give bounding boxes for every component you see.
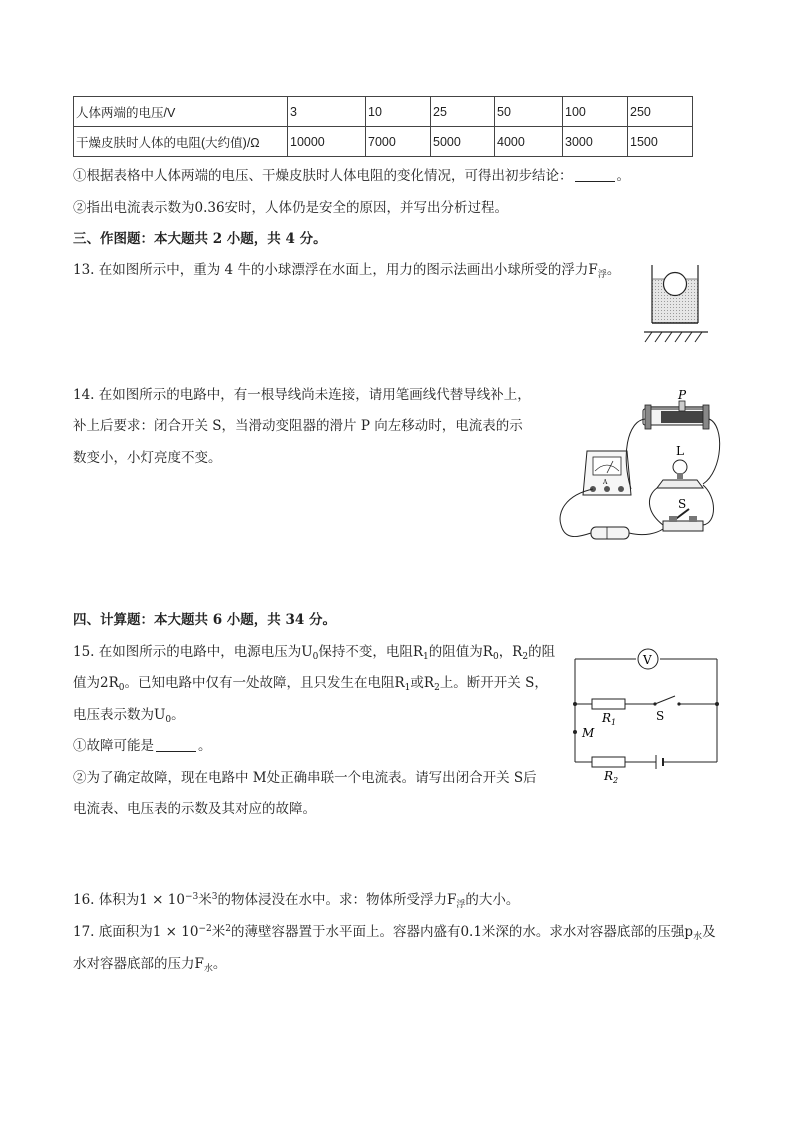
q15-line-1	[73, 642, 555, 662]
q15-text: ，R	[498, 644, 523, 660]
table-cell: 50	[495, 97, 563, 127]
q15-sub: 0	[165, 715, 172, 725]
label-s: S	[678, 497, 687, 511]
q15-text: 的阻值为R	[428, 644, 493, 660]
lamp	[657, 460, 703, 488]
q15-text: 保持不变，电阻R	[318, 644, 424, 660]
junction	[573, 702, 577, 706]
table-cell: 1500	[628, 127, 693, 157]
junction	[715, 702, 719, 706]
switch-terminal	[677, 702, 680, 705]
q17-sub: 水	[693, 932, 703, 942]
q17-line-2	[73, 954, 226, 974]
table-cell: 250	[628, 97, 693, 127]
q15-sub: 0	[312, 652, 319, 662]
q15-sub: 0	[492, 652, 499, 662]
q17-text-part: 17. 底面积为1 × 10	[73, 924, 199, 940]
q15-line-2	[73, 673, 548, 693]
q16-exponent: −3	[184, 892, 199, 902]
q14-line-3: 数变小，小灯亮度不变。	[73, 450, 222, 466]
q13-text-end: 。	[606, 262, 621, 278]
q15-sub: 1	[423, 652, 429, 662]
q15-part2-line-1: ②为了确定故障，现在电路中 M处正确串联一个电流表。请写出闭合开关 S后	[73, 770, 537, 786]
q15-line-3	[73, 705, 185, 725]
table-cell: 7000	[366, 127, 431, 157]
answer-blank[interactable]	[575, 167, 615, 182]
q15-text: 的阻	[528, 644, 556, 660]
q17-exponent: 2	[225, 924, 231, 934]
table-cell: 25	[431, 97, 495, 127]
q15-text: 。已知电路中仅有一处故障，且只发生在电阻R	[124, 675, 405, 691]
q17-text-part: 及	[702, 924, 716, 940]
answer-blank[interactable]	[156, 737, 196, 752]
q17-sub: 水	[203, 964, 213, 974]
table-cell: 100	[563, 97, 628, 127]
r1-label: $R_1$	[602, 711, 617, 727]
table-cell: 人体两端的电压/V	[74, 97, 288, 127]
label-p: P	[678, 388, 687, 402]
table-cell: 10000	[288, 127, 366, 157]
switch	[663, 509, 703, 531]
q17-exponent: −2	[198, 924, 212, 934]
resistor-r2	[592, 757, 625, 767]
q14-circuit-figure	[557, 385, 727, 547]
q12-part1-text: ①根据表格中人体两端的电压、干燥皮肤时人体电阻的变化情况，可得出初步结论：	[73, 168, 573, 184]
q13-text-main: 13. 在如图所示中，重为 4 牛的小球漂浮在水面上，用力的图示法画出小球所受的浮力F	[73, 262, 598, 278]
q15-sub: 2	[522, 652, 529, 662]
q14-line-1: 14. 在如图所示的电路中，有一根导线尚未连接，请用笔画线代替导线补上，	[73, 387, 531, 403]
rheostat	[643, 401, 709, 429]
q15-text: 。	[171, 707, 185, 723]
q17-text-part: 水对容器底部的压力F	[73, 956, 204, 972]
table-row	[74, 127, 693, 157]
switch-s	[655, 696, 675, 704]
slider	[679, 401, 685, 411]
q12-part1-end: 。	[616, 168, 630, 184]
switch-label: S	[656, 709, 665, 723]
q15-text: 值为2R	[73, 675, 119, 691]
q14-line-2: 补上后要求：闭合开关 S，当滑动变阻器的滑片 P 向左移动时，电流表的示	[73, 418, 523, 434]
q17-text-part: 。	[212, 956, 227, 972]
table-cell: 3000	[563, 127, 628, 157]
q16-text	[73, 890, 519, 910]
ball	[664, 273, 687, 296]
q17-text-part: 米	[211, 924, 226, 940]
q15-text: 上。断开开关 S，	[439, 675, 548, 691]
q15-sub: 1	[404, 683, 411, 693]
q15-part1	[73, 736, 212, 756]
q12-part2: ②指出电流表示数为0.36安时，人体仍是安全的原因，并写出分析过程。	[73, 200, 509, 216]
q16-text-part: 米	[198, 892, 212, 908]
q17-line-1	[73, 922, 716, 942]
resistor-r1	[592, 699, 625, 709]
q16-sub: 浮	[456, 900, 466, 910]
battery	[591, 527, 629, 539]
table-cell: 5000	[431, 127, 495, 157]
q13-text	[73, 260, 620, 280]
label-l: L	[676, 444, 684, 458]
q15-part1-end: 。	[198, 738, 212, 754]
q16-text-part: 的物体浸没在水中。求：物体所受浮力F	[217, 892, 457, 908]
q16-text-part: 的大小。	[465, 892, 520, 908]
q15-text: 或R	[410, 675, 435, 691]
table-cell: 10	[366, 97, 431, 127]
table-cell: 干燥皮肤时人体的电阻(大约值)/Ω	[74, 127, 288, 157]
table-cell: 4000	[495, 127, 563, 157]
q15-part1-text: ①故障可能是	[73, 738, 154, 754]
q15-part2-line-2: 电流表、电压表的示数及其对应的故障。	[73, 801, 316, 817]
table-cell: 3	[288, 97, 366, 127]
circuit-wires	[575, 659, 717, 762]
point-m	[573, 730, 577, 734]
q16-exponent: 3	[211, 892, 218, 902]
q17-text-part: 的薄壁容器置于水平面上。容器内盛有0.1米深的水。求水对容器底部的压强p	[230, 924, 694, 940]
section-3-title: 三、作图题：本大题共 2 小题，共 4 分。	[73, 231, 327, 247]
section-4-title: 四、计算题：本大题共 6 小题，共 34 分。	[73, 612, 336, 628]
ammeter	[583, 451, 631, 495]
q15-sub: 2	[434, 683, 440, 693]
ground-hatch	[645, 332, 702, 342]
table-row	[74, 97, 693, 127]
q15-sub: 0	[118, 683, 125, 693]
q12-part1	[73, 166, 630, 186]
q13-floating-ball-figure	[640, 262, 722, 346]
q13-sub: 浮	[597, 270, 607, 280]
q15-circuit-figure	[566, 644, 726, 790]
q15-text: 电压表示数为U	[73, 707, 166, 723]
q16-text-part: 16. 体积为1 × 10	[73, 892, 185, 908]
voltage-resistance-table	[73, 96, 693, 157]
q15-text: 15. 在如图所示的电路中，电源电压为U	[73, 644, 313, 660]
r2-label: $R_2$	[604, 769, 619, 785]
voltmeter-label: V	[643, 653, 652, 667]
m-label: M	[582, 726, 595, 740]
ammeter-mark: A	[603, 479, 608, 486]
